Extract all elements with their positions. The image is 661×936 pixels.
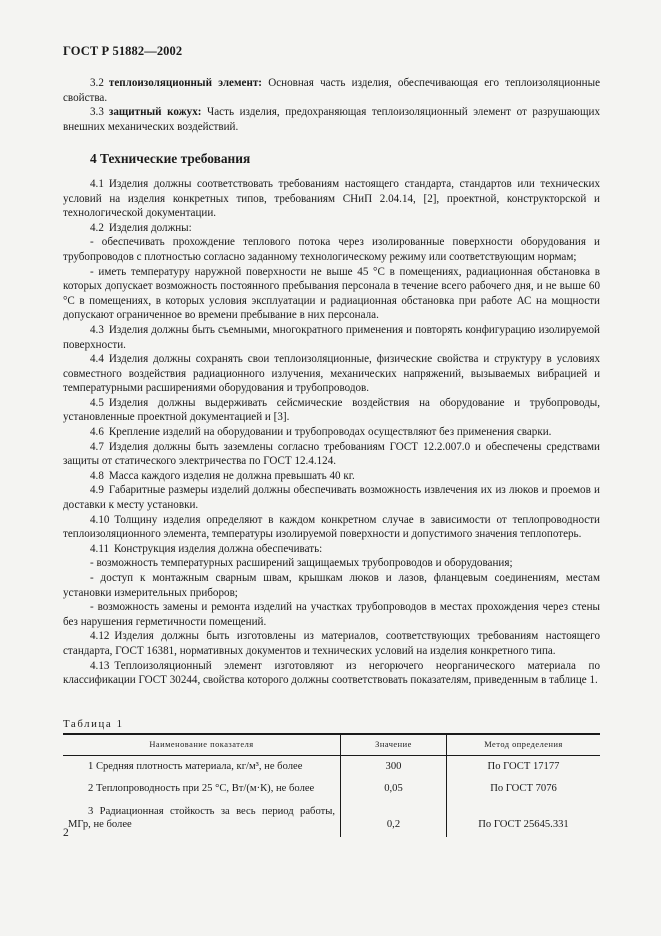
- requirement-paragraph: [63, 659, 600, 688]
- clause-number: 3.3: [90, 106, 104, 119]
- requirement-text: Габаритные размеры изделий должны обеспечивать возможность извлечения их из люков и проемов и доставки к месту установки.: [63, 484, 600, 512]
- requirement-paragraph: [63, 513, 600, 542]
- requirement-paragraph: [63, 629, 600, 658]
- clause-number: 4.4: [90, 353, 104, 366]
- indicator-name: 2 Теплопроводность при 25 °С, Вт/(м·К), не более: [88, 783, 315, 795]
- indicator-name: 3 Радиационная стойкость за весь период работы, МГр, не более: [68, 805, 335, 831]
- requirement-text: Изделия должны выдерживать сейсмические воздействия на оборудование и трубопроводы, установленные проектной документацией и [3].: [63, 396, 600, 424]
- requirement-paragraph: [63, 396, 600, 425]
- clause-number: 4.11: [90, 542, 110, 555]
- requirement-paragraph: [63, 221, 600, 236]
- clause-number: 4.13: [90, 659, 110, 672]
- indicator-value: 0,2: [341, 801, 447, 837]
- requirement-text: Изделия должны быть съемными, многократного применения и повторять конфигурацию изолируемой поверхности.: [63, 323, 600, 351]
- definition-text: Часть изделия, предохраняющая теплоизоляционный элемент от разрушающих внешних механических воздействий.: [63, 106, 600, 133]
- requirement-paragraph: [63, 177, 600, 221]
- defined-term: защитный кожух:: [108, 106, 202, 119]
- clause-number: 4.2: [90, 221, 104, 234]
- requirement-paragraph: [63, 571, 600, 600]
- requirement-text: - иметь температуру наружной поверхности не выше 45 °С в помещениях, радиационная обстановка в которых допускает возможность постоянного пребывания персонала в течение всего рабочего дня, и не выше 60 °С в помещениях, в которых условия эксплуатации и радиационная обстановка при работе АС на мощности допускают ограниченное во времени пребывание в них персонала.: [63, 265, 600, 322]
- header-indicator-name: Наименование показателя: [63, 734, 341, 755]
- requirement-paragraph: [63, 600, 600, 629]
- definition-paragraph: [63, 76, 600, 105]
- clause-number: 4.12: [90, 630, 110, 643]
- requirement-paragraph: [63, 425, 600, 440]
- requirement-text: Изделия должны соответствовать требованиям настоящего стандарта, стандартов или технических условий на изделия конкретных типов, требованиям СНиП 2.04.14, [2], проектной, конструкторской и технологической документации.: [63, 177, 600, 220]
- requirement-paragraph: [63, 323, 600, 352]
- requirement-text: Изделия должны быть заземлены согласно требованиям ГОСТ 12.2.007.0 и обеспечены средствами защиты от статического электричества по ГОСТ 12.4.124.: [63, 440, 600, 468]
- table-header-row: [63, 734, 600, 755]
- main-content: [63, 76, 600, 688]
- requirement-text: Масса каждого изделия не должна превышать 40 кг.: [108, 469, 355, 482]
- table-row: [63, 755, 600, 778]
- clause-number: 4.9: [90, 484, 104, 497]
- table-caption: Таблица 1: [63, 718, 124, 730]
- clause-number: 3.2: [90, 77, 104, 89]
- definition-text: Основная часть изделия, обеспечивающая его теплоизоляционные свойства.: [63, 77, 600, 104]
- indicator-value: 0,05: [341, 778, 447, 801]
- test-method: По ГОСТ 25645.331: [447, 801, 601, 837]
- requirements-list: [63, 177, 600, 688]
- requirement-paragraph: [63, 469, 600, 484]
- header-method: Метод определения: [447, 734, 601, 755]
- indicator-name: 1 Средняя плотность материала, кг/м³, не более: [88, 760, 303, 772]
- table-row: [63, 778, 600, 801]
- requirement-text: - доступ к монтажным сварным швам, крышкам люков и лазов, фланцевым соединениям, местам установки измерительных приборов;: [63, 572, 600, 599]
- page-number: 2: [63, 827, 69, 839]
- definition-paragraph: [63, 105, 600, 134]
- properties-table: [63, 733, 600, 837]
- test-method: По ГОСТ 17177: [447, 755, 601, 778]
- clause-number: 4.1: [90, 177, 104, 190]
- requirement-paragraph: [63, 556, 600, 571]
- requirement-text: - возможность температурных расширений защищаемых трубопроводов и оборудования;: [90, 557, 513, 570]
- indicator-value: 300: [341, 755, 447, 778]
- clause-number: 4.8: [90, 469, 104, 482]
- requirement-paragraph: [63, 265, 600, 323]
- requirement-text: Изделия должны быть изготовлены из материалов, соответствующих требованиям настоящего стандарта, ГОСТ 16381, нормативных документов и технических условий на изделия конкретного типа.: [63, 630, 600, 657]
- requirement-text: Толщину изделия определяют в каждом конкретном случае в зависимости от теплопроводности теплоизоляционного элемента, температуры изолируемой поверхности и допустимого значения теплопотерь.: [63, 513, 600, 541]
- clause-number: 4.3: [90, 323, 104, 336]
- test-method: По ГОСТ 7076: [447, 778, 601, 801]
- requirement-paragraph: [63, 483, 600, 512]
- requirement-text: Конструкция изделия должна обеспечивать:: [114, 542, 323, 555]
- requirement-paragraph: [63, 235, 600, 264]
- requirement-text: Крепление изделий на оборудовании и трубопроводах осуществляют без применения сварки.: [108, 426, 552, 439]
- defined-term: теплоизоляционный элемент:: [108, 77, 262, 89]
- header-value: Значение: [341, 734, 447, 755]
- table-row: [63, 801, 600, 837]
- clause-number: 4.5: [90, 396, 104, 409]
- document-header: ГОСТ Р 51882—2002: [63, 44, 183, 58]
- requirement-text: - возможность замены и ремонта изделий на участках трубопроводов в местах прохождения через стены без нарушения герметичности помещений.: [63, 601, 600, 628]
- requirement-text: Изделия должны сохранять свои теплоизоляционные, физические свойства и структуру в условиях совместного воздействия радиационного излучения, механических напряжений, вызываемых вибрацией и температурными расширениями оборудования и трубопроводов.: [63, 353, 600, 395]
- clause-number: 4.6: [90, 426, 104, 439]
- requirement-paragraph: [63, 542, 600, 557]
- requirement-text: Теплоизоляционный элемент изготовляют из негорючего неорганического материала по классификации ГОСТ 30244, свойства которого должны соответствовать показателям, приведенным в таблице 1.: [63, 659, 600, 687]
- requirement-text: Изделия должны:: [108, 221, 192, 234]
- clause-number: 4.10: [90, 513, 110, 526]
- requirement-paragraph: [63, 352, 600, 396]
- requirement-paragraph: [63, 440, 600, 469]
- requirement-text: - обеспечивать прохождение теплового потока через изолированные поверхности оборудования и трубопроводов с плотностью согласно заданному технологическому режиму или соответствующим нормам;: [63, 236, 600, 263]
- clause-number: 4.7: [90, 440, 104, 453]
- section-heading: 4 Технические требования: [90, 151, 251, 167]
